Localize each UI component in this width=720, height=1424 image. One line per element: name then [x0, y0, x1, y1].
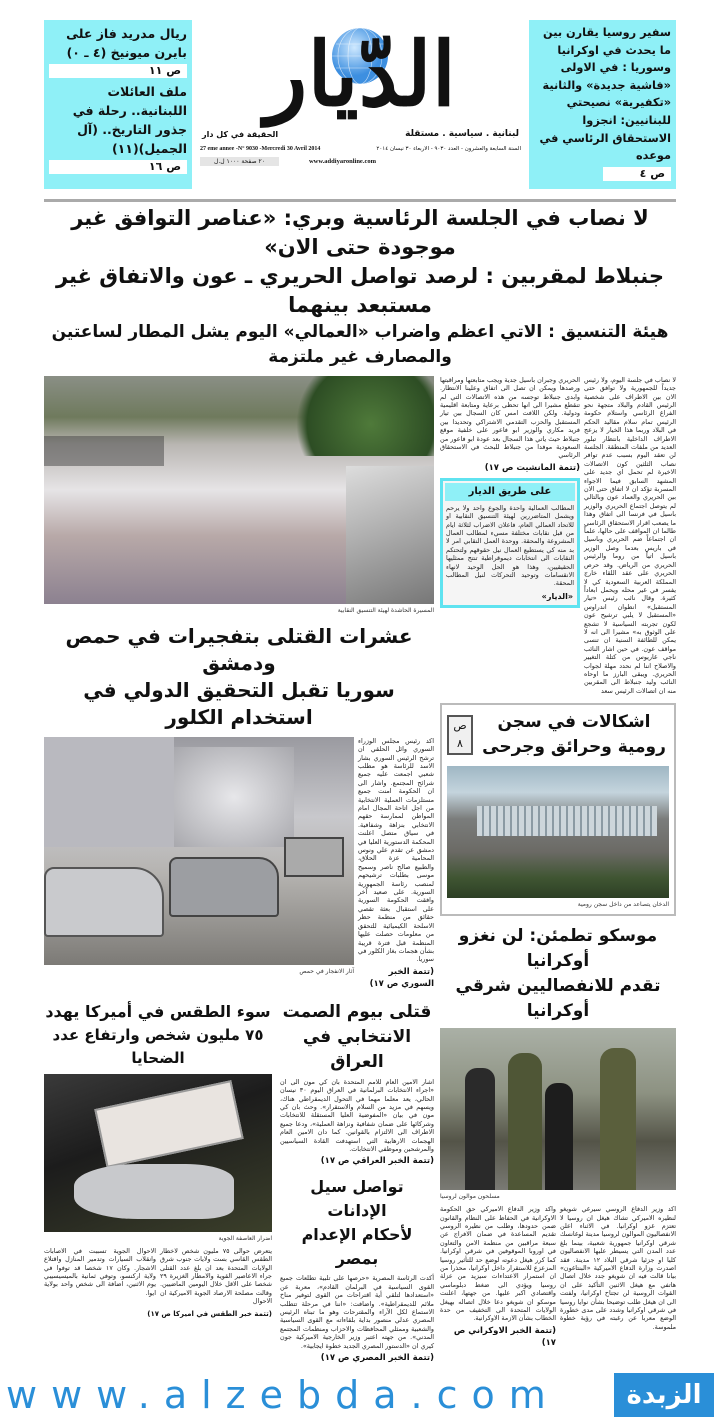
watermark-footer: [6, 1372, 714, 1418]
egypt-continued[interactable]: (تتمة الخبر المصري ص ١٧): [320, 1353, 434, 1364]
weather-story-col1: يتعرض حوالى ٧٥ مليون شخص لاخطار الطقس القاسي بست ولايات جنوب شرق الولايات المتحدة بعد ان بلغ عدد القتلى جراء الاعاصير القوية والامطار الغزيرة ٢٩ شخصا على الاقل خلال اليومين الماضيين. وقالت مصلحة الارصاد الجوية الاميركية ان الاحوال: [160, 1246, 272, 1306]
syria-continued[interactable]: (تتمة الخبر السوري ص ١٧): [369, 966, 434, 989]
editorial-box: [440, 478, 580, 608]
right-column: [440, 376, 676, 1349]
watermark-logo: الزبدة: [614, 1373, 714, 1417]
storm-photo-caption: اضرار العاصفة الجوية: [218, 1234, 272, 1242]
egypt-story-body: أكدت الرئاسة المصرية «حرصها على تلبية تطلعات جميع القوى السياسية في البرلمان القادم»، معربة عن «استعدادها لتلقي أية اقتراحات من القوى لتوفير مناخ ملائم للديمقراطية». واضافت: «اننا في مرحلة تتطلب الاستماع لكل الآراء والمقترحات وهو ما تبناه الرئيس المصري عدلي منصور بداية بلقاءاته مع القوى السياسية والشعبية وممثلي المحافظات والاحزاب ومنظمات المجتمع المدني». من جهته اعتبر وزير الخارجية الاميركية جون كيري ان «الدستور المصري الجديد خطوة ايجابية».: [280, 1274, 434, 1350]
teaser-page-ref: ص ٤: [603, 167, 672, 181]
tagline: لبنانية . سياسية . مستقلة: [405, 129, 519, 139]
front-page: [44, 0, 676, 1364]
price: ٢٠ صفحة ١٠٠٠ ل.ل: [200, 157, 279, 166]
roumieh-page-ref: [447, 715, 473, 755]
weather-headline-2[interactable]: ٧٥ مليون شخص وارتفاع عدد الضحايا: [52, 1025, 264, 1067]
syria-explosion-photo: [44, 737, 354, 965]
issue-info-french: 27 eme annee -N° 9030 -Mercredi 30 Avril 2014: [200, 146, 321, 152]
ukraine-headline-1[interactable]: موسكو تطمئن: لن نغزو أوكرانيا: [458, 926, 658, 972]
iraq-story-body: اشار الامين العام للامم المتحدة بان كي مون الى ان «اجراء الانتخابات البرلمانية في العراق اليوم ٣٠ نيسان الحالي، يعد معلما مهما في التحول الديمقراطي هناك، ويسهم في مزيد من السلام والاستقرار». وحث بان كي مون في بيان «المفوضية العليا المستقلة للانتخابات وشركائها على ضمان شفافية ونزاهة العملية»، ودعا جميع الاطراف الى الالتزام بالقوانين. كما دان الامين العام الهجمات الارهابية التي استهدفت القادة السياسيين والمرشحين وموظفي الانتخابات.: [280, 1077, 434, 1153]
roumieh-box: [440, 703, 676, 916]
roumieh-photo-caption: الدخان يتصاعد من داخل سجن رومية: [577, 901, 669, 909]
main-headline-1[interactable]: لا نصاب في الجلسة الرئاسية وبري: «عناصر التوافق غير موجودة حتى الان»: [71, 205, 649, 259]
weather-headline-1[interactable]: سوء الطقس في أميركا يهدد: [45, 1001, 271, 1021]
syria-headline-1[interactable]: عشرات القتلى بتفجيرات في حمص ودمشق: [65, 623, 413, 675]
masthead: [198, 20, 523, 189]
main-columns: [44, 376, 676, 1364]
issue-info-arabic: السنة السابعة والعشرون - العدد ٩٠٣٠ - الاربعاء ٣٠ نيسان ٢٠١٤: [376, 146, 521, 152]
syria-story-body: اكد رئيس مجلس الوزراء السوري وائل الحلقي ان ترشح الرئيس السوري بشار الاسد للرئاسة هو مطلب شعبي اجمعت عليه جميع شرائح المجتمع. واشار الى ان الحكومة امنت جميع مستلزمات العملية الانتخابية من اجل اتاحة المجال امام المواطن لممارسة حقهم الانتخابي بنزاهة وشفافية. في سياق متصل اعلنت المحكمة الدستورية العليا في دمشق عن تقدم علي ونوس المحامية عزة الحلاق، والطبيع صالح ناصر وسميح موسى بطلبات ترشيحهم لمنصب رئاسة الجمهورية السورية. على صعيد آخر وافقت الحكومة السورية على استقبال بعثة تقصي حقائق من منظمة حظر الاسلحة الكيميائية للتحقق من معلومات حصلت عليها المنظمة قبل فترة قريبة بشأن هجمات بغاز الكلور في سوريا.: [358, 736, 434, 964]
ukraine-headline-2[interactable]: تقدم للانفصاليين شرقي أوكرانيا: [455, 976, 661, 1022]
weather-continued[interactable]: (تتمة خبر الطقس في اميركا ص ١٧): [147, 1309, 272, 1318]
newspaper-logo: الدّيار: [264, 22, 457, 126]
motto: الحقيقة في كل دار: [202, 130, 279, 139]
weather-story: [44, 1000, 272, 1320]
egypt-headline-1[interactable]: تواصل سيل الإدانات: [310, 1177, 404, 1221]
lead-story-col1: لا نصاب في جلسة اليوم، ولا رئيس جديداً للجمهورية ولا توافق حتى الان بين الاطراف على شخصية الرئيس القادم والبلاد متجهة نحو الفراغ الرئاسي واستلام حكومة الرئيس تمام سلام مقاليد الحكم في البلاد وربما هذا الخيار لا يزعج الاطراف الداخلية بانتظار تبلور العديد من ملفات المنطقة. الجلسة لن تعقد اليوم بسبب عدم توافر نصاب الثلثين كون الاتصالات الاخيرة لم تحمل اي جديد على المشهد السابق فيما الاجواء المسربة تؤكد ان لا اتفاق حتى الان بين الحريري والعماد عون وبالتالي لم يتوصل اجتماع الحريري والوزير باسيل في فرنسا الى اتفاق وهذا ما يصعب اقرار الاستحقاق الرئاسي طالما ان المواقف على حالها، علماً ان اجتماعاً ضم الحريري وباسيل في باريس بعدما وصل الوزير باسيل اتياً من روما والرئيس الحريري من الرياض. وقد حرص الحريري على عقد اللقاء خارج المملكة العربية السعودية كي لا يفسر في غير محله ويحمل ابعاداً كثيرة. وقال نائب رئيس «تيار المستقبل» انطوان اندراوس «المستقبل لا يلبي ترشيح عون لكون تجربته السياسية لا تشجع على الوثوق به» مشيرا الى انه لا يمكن للطائفة السنية ان تنسى مواقف عون. في حين اشار النائب ناجي غاريوس من كتلة التغيير والاصلاح اننا لم نحدد مهلة لجواب الحريري. ويبقى البارز ما اوحاه النائب وليد جنبلاط الى المقربين منه ان اتصالات الرئيس سعد: [583, 375, 676, 695]
left-column: [44, 376, 434, 1364]
roumieh-headline[interactable]: اشكالات في سجن رومية وحرائق وجرحى: [482, 712, 666, 758]
main-headline-2[interactable]: جنبلاط لمقربين : لرصد تواصل الحريري ـ عون والاتفاق غير مستبعد بينهما: [55, 263, 664, 317]
iraq-continued[interactable]: (تتمة الخبر العراقي ص ١٧): [320, 1156, 434, 1167]
storm-damage-photo: [44, 1074, 272, 1232]
egypt-headline-2[interactable]: لأحكام الإعدام بمصر: [301, 1225, 413, 1269]
weather-story-col2: الاحوال الجوية تسببت في الاصابات وانقلاب السيارات وتدمير المنازل واقتلاع الاشجار. وكان ١٧ شخصا قد توفوا في ولاية اركنسو، وتوفي ثمانية بالميسيسيبي يوم الاثنين، اضافة الى شخص واحد بولاية ايوا.: [44, 1246, 156, 1297]
ukraine-photo: [440, 1028, 676, 1190]
main-photo-caption: المسيرة الحاشدة لهيئة التنسيق النقابية: [337, 606, 434, 614]
teaser-page-ref: ص ١٦: [49, 160, 187, 174]
right-teaser-box: [529, 20, 676, 189]
lead-story-col2: الحريري وجبران باسيل جدية ويجب متابعتها ومراقبتها ورصدها ويمكن ان تصل الى اتفاق وعلينا الانتظار. وابدى جنبلاط توجسه من هذه الاتصالات التي لم تنقطع مشيرا الى انها تحظى برعاية ومتابعة اقليمية ودولية. ولكن اللافت امس كان السجال بين تيار المستقبل والحزب التقدمي الاشتراكي وتحديدا بين فريد مكاري والوزير ابو فاعور على خلفية موقع جنبلاط حيث ياتي هذا السجال بعد عودة ابو فاعور من السعودية موفدا من جنبلاط للبحث في الاستحقاق الرئاسي: [440, 375, 580, 460]
iraq-headline-2[interactable]: الانتخابي في العراق: [302, 1026, 412, 1072]
roumieh-prison-photo: [447, 766, 669, 898]
ukraine-photo-caption: مسلحون موالون لروسيا: [440, 1193, 500, 1201]
watermark-url: www.alzebda.com: [6, 1373, 560, 1418]
header: [44, 20, 676, 189]
teaser-families[interactable]: ملف العائلات اللبنانية.. رحلة في جذور التاريخ.. (آل الجميل)(١١): [72, 84, 187, 156]
teaser-sports[interactable]: ريال مدريد فاز على بايرن ميونيخ (٤ ـ ٠): [66, 26, 187, 60]
iraq-headline-1[interactable]: قتلى بيوم الصمت: [282, 1001, 432, 1022]
teaser-russia-ambassador[interactable]: سفير روسيا يقارن بين ما يحدث في اوكرانيا وسوريا : في الاولى «فاشية جديدة» والثانية «تكفيرية» نصيحتي للبنانيين: انجزوا الاستحقاق الرئاسي في موعده: [539, 26, 671, 163]
ukraine-continued[interactable]: (تتمة الخبر الاوكراني ص ١٧): [453, 1325, 556, 1348]
page-number: ٨: [457, 737, 463, 751]
website-link[interactable]: www.addiyaronline.com: [308, 158, 376, 165]
syria-photo-caption: آثار الانفجار في حمص: [299, 967, 354, 975]
page-label: ص: [453, 719, 467, 733]
main-headline-3[interactable]: هيئة التنسيق : الاتي اعظم واضراب «العمالي» اليوم يشل المطار لساعتين والمصارف غير ملتزمة: [51, 321, 669, 367]
editorial-body: المطالب العمالية واحدة والجوع واحد ولا يرحم ويشمل المتاضررين لهيئة التنسيق النقابية او للاتحاد العمالي العام، فاعلان الاضراب لثلاثة ايام من قبل نقابات مختلفة مسيء لمطالب العمال المشروعة والمحقة. ووحدة العمل النقابي امر لا بد منه كي يستطيع العمال نيل حقوقهم ولتحتكم النقابات الى انتخابات ديموقراطية تنتج ممثليها الحقيقيين، وهذا هو الحل الوحيد لانهاء الانقسامات وتوحيد التحركات لنيل المطالب المحقة.: [446, 503, 574, 588]
ukraine-story-col1: اكد وزير الدفاع الروسي سيرغي شويغو لنظيره الاميركي تشاك هيغل ان روسيا لا تعتزم غزو اوكرانيا. في الاثناء اعلن الانفصاليون الموالون لروسيا مدينة لوغانسك شرقي اوكرانيا جمهورية شعبية، بينما بلغ عدد المدن التي يسيطر عليها الانفصاليون كليا او جزئيا شرقي البلاد ١٢ مدينة. فقد اصدرت وزارة الدفاع الاميركية «البنتاغون» بيانا قالت فيه ان شويغو جدد خلال اتصال هاتفي مع هيغل الاثنين التأكيد على ان القوات الروسية لن تجتاح اوكرانيا، ولفتت الى ان هيغل طلب توضيحا بشأن نوايا روسيا في شرقي اوكرانيا وشدد على مدى خطورة الوضع معربا عن رغبته في رؤية خطوة ملموسة.: [560, 1205, 676, 1331]
editorial-title: على طريق الديار: [445, 483, 575, 501]
main-photo-protest: [44, 376, 434, 604]
ukraine-story-col2: واكد وزير الدفاع الاميركي حق الحكومة الاوكرانية في الحفاظ على النظام والقانون ضمن حدودها، وطلب من نظيره الروسي تقديم المساعدة في ضمان الافراج عن سبعة مراقبين من منظمة الامن والتعاون في اوروبا الموقوفين في شرقي اوكرانيا. كما كرر هيغل دعوته لوضع حد للتأثير روسيا المزعزع للاستقرار داخل اوكرانيا، محذرا من ان استمرار الاعتداءات سيزيد من عزلة روسيا ويؤدي الى ضغط دبلوماسي واقتصادي اكبر عليها. من جهتها، اعلنت موسكو ان شويغو دعا خلال اتصاله بهيغل الولايات المتحدة الى التخفيف من حدة الخطاب بشأن الازمة الاوكرانية.: [440, 1205, 556, 1323]
teaser-page-ref: ص ١١: [49, 64, 187, 78]
lead-story-continued[interactable]: (تتمة المانشيت ص ١٧): [484, 462, 580, 473]
syria-headline-2[interactable]: سوريا تقبل التحقيق الدولي في استخدام الكلور: [83, 677, 395, 729]
lead-story: [440, 376, 676, 695]
iraq-egypt-column: [280, 1000, 434, 1364]
header-divider: [44, 199, 676, 202]
editorial-signature: «الديار»: [541, 591, 573, 601]
left-teasers-box: [44, 20, 192, 189]
